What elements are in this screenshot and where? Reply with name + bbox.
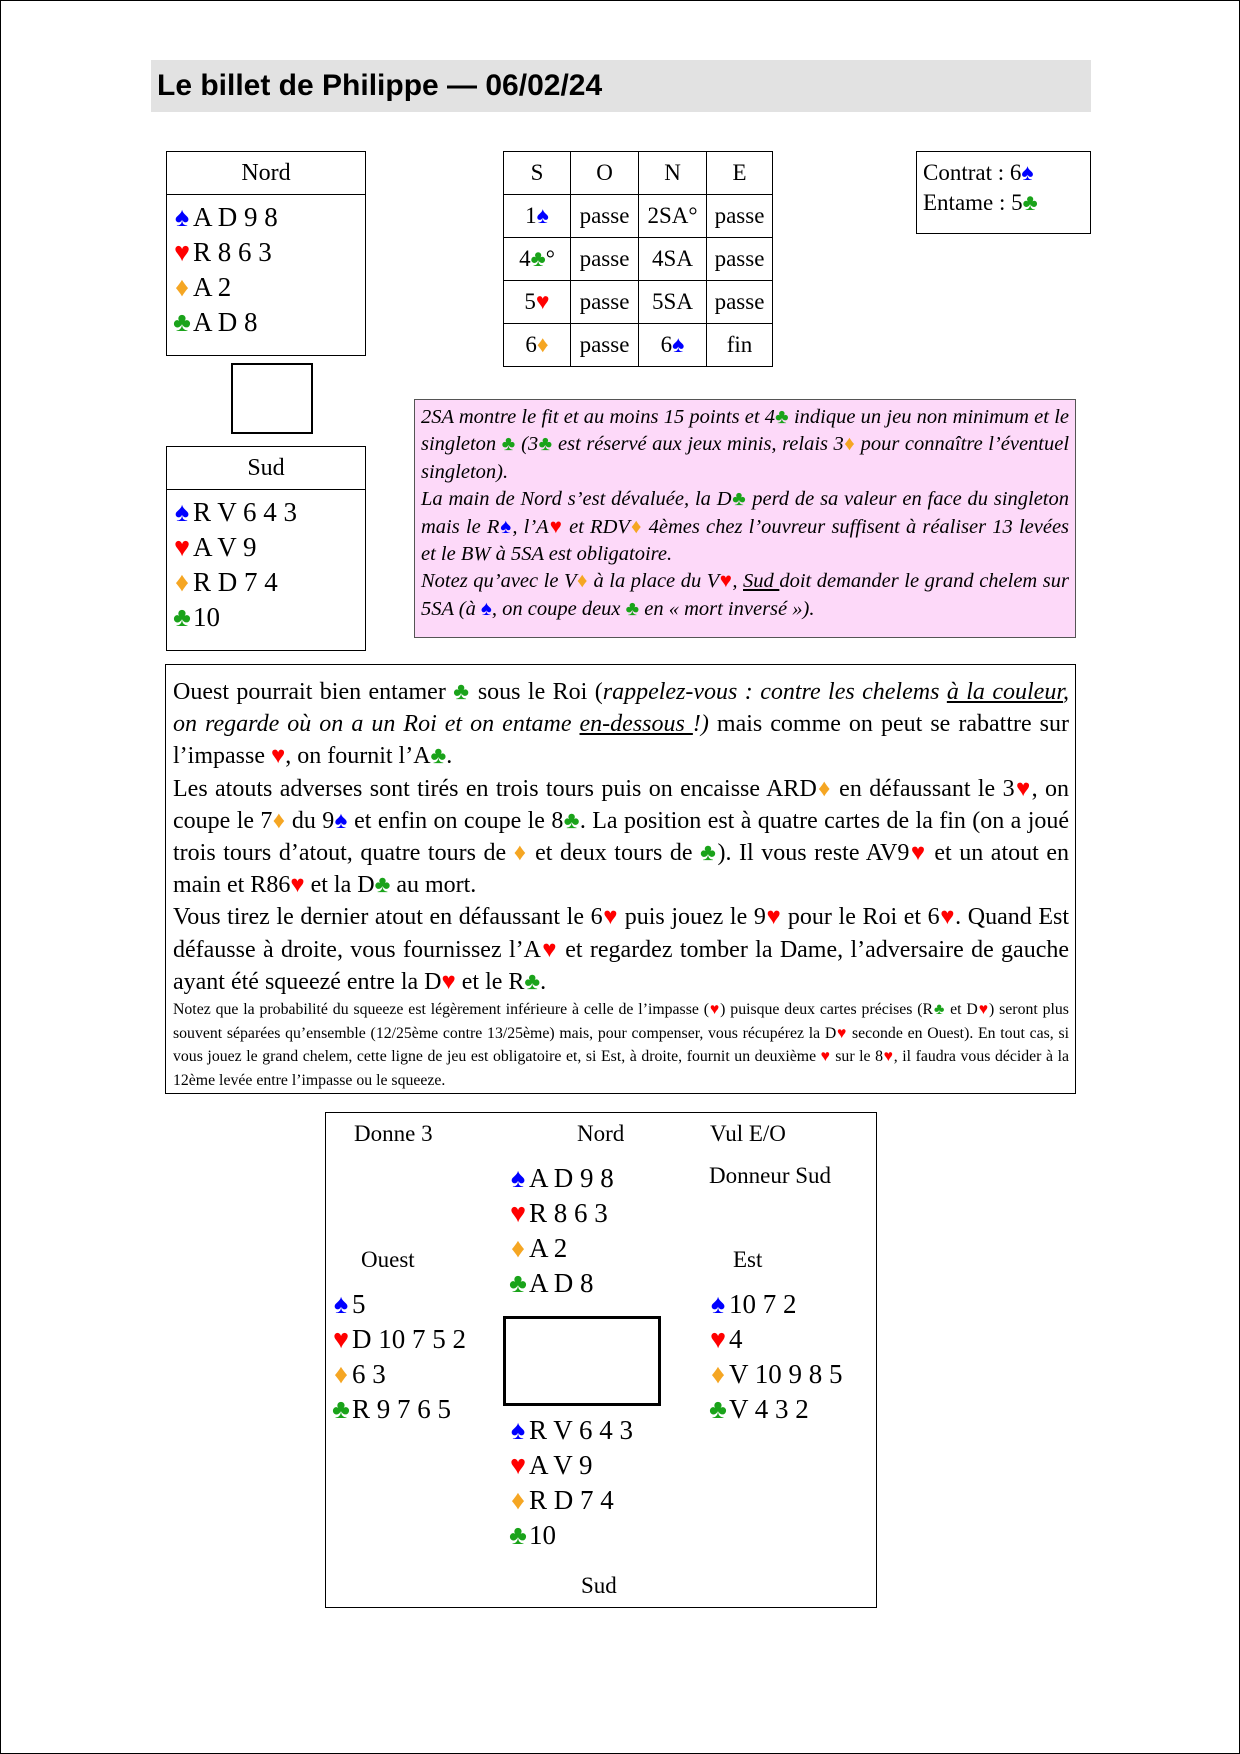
bid-cell: 2SA° — [639, 195, 707, 238]
spade-icon: ♠ — [174, 497, 190, 527]
club-icon: ♣ — [509, 1268, 527, 1298]
club-icon: ♣ — [530, 246, 546, 271]
club-icon: ♣ — [332, 1394, 350, 1424]
club-icon: ♣ — [173, 307, 191, 337]
heart-icon: ♥ — [883, 1048, 894, 1066]
contract-line — [923, 158, 1090, 188]
heart-icon: ♥ — [765, 904, 782, 931]
heart-icon: ♥ — [441, 968, 456, 995]
comment-paragraph: 2SA montre le fit et au moins 15 points et 4♣ indique un jeu non minimum et le singleton ♣ (3♣ est réservé aux jeux minis, relais 3♦ pour connaître l’éventuel singleton). — [421, 406, 1070, 483]
deal-south-hand — [507, 1413, 633, 1553]
spade-icon: ♠ — [480, 597, 492, 620]
deal-west-diamonds: ♦ 6 3 — [330, 1357, 466, 1392]
bidding-header: S — [504, 152, 571, 195]
club-icon: ♣ — [1022, 190, 1038, 215]
bid-cell: passe — [571, 324, 639, 367]
bidding-header-row — [504, 152, 773, 195]
north-spades-line — [167, 200, 365, 235]
bid-cell: 4♣° — [504, 238, 571, 281]
heart-icon: ♥ — [820, 1048, 831, 1066]
bidding-row — [504, 238, 773, 281]
heart-icon: ♥ — [836, 1024, 848, 1042]
south-diamonds-line — [167, 565, 365, 600]
heart-icon: ♥ — [719, 570, 733, 593]
deal-west-clubs: ♣R 9 7 6 5 — [330, 1392, 466, 1427]
heart-icon: ♥ — [173, 237, 191, 267]
deal-north-clubs: ♣A D 8 — [507, 1266, 614, 1301]
contract-box — [916, 151, 1091, 234]
south-diamonds: R D 7 4 — [193, 567, 278, 597]
south-hand-label: Sud — [167, 447, 365, 490]
club-icon: ♣ — [933, 1001, 946, 1019]
deal-number: Donne 3 — [354, 1121, 433, 1146]
bidding-comment — [414, 399, 1076, 638]
deal-south-spades: ♠ R V 6 4 3 — [507, 1413, 633, 1448]
bid-cell: passe — [707, 281, 773, 324]
bid-cell: passe — [571, 195, 639, 238]
bid-cell: passe — [571, 281, 639, 324]
analysis-paragraph: Vous tirez le dernier atout en défaussant le 6♥ puis jouez le 9♥ pour le Roi et 6♥. Quand Est défausse à droite, vous fournissez l’A♥ et regardez tomber la Dame, l’adversaire de gauche ayant été squeezé entre la D♥ et le R♣. — [173, 904, 1070, 995]
deal-south-hearts: ♥ A V 9 — [507, 1448, 633, 1483]
heart-icon: ♥ — [548, 515, 563, 538]
deal-east-label: Est — [733, 1247, 763, 1272]
club-icon: ♣ — [501, 433, 516, 456]
diamond-icon: ♦ — [843, 433, 856, 456]
bidding-table — [503, 151, 773, 367]
club-icon: ♣ — [430, 743, 447, 770]
north-clubs-line — [167, 305, 365, 340]
heart-icon: ♥ — [535, 289, 550, 314]
deal-west-spades: ♠ 5 — [330, 1287, 466, 1322]
spade-icon: ♠ — [510, 1163, 526, 1193]
deal-west-hand — [330, 1287, 466, 1427]
deal-south-clubs: ♣10 — [507, 1518, 633, 1553]
south-clubs: 10 — [193, 602, 220, 632]
diamond-icon: ♦ — [711, 1359, 725, 1389]
deal-east-clubs: ♣V 4 3 2 — [707, 1392, 843, 1427]
heart-icon: ♥ — [939, 904, 956, 931]
deal-east-spades: ♠ 10 7 2 — [707, 1287, 843, 1322]
heart-icon: ♥ — [709, 1324, 727, 1354]
comment-paragraph: La main de Nord s’est dévaluée, la D♣ perd de sa valeur en face du singleton mais le R♠, l’A♥ et RDV♦ 4èmes chez l’ouvreur suffisent à réaliser 13 levées et le BW à 5SA est obligatoire. — [421, 488, 1070, 566]
north-spades: A D 9 8 — [193, 202, 278, 232]
analysis-paragraph: Ouest pourrait bien entamer ♣ sous le Roi (rappelez-vous : contre les chelems à la couleur, on regarde où on a un Roi et on entame en-dessous !) mais comme on peut se rabattre sur l’impasse ♥, on fournit l’A♣. — [173, 679, 1069, 770]
heart-icon: ♥ — [602, 904, 619, 931]
north-diamonds: A 2 — [193, 272, 232, 302]
bid-cell: 5SA — [639, 281, 707, 324]
diamond-icon: ♦ — [816, 775, 832, 802]
heart-icon: ♥ — [173, 532, 191, 562]
bidding-header: O — [571, 152, 639, 195]
north-clubs: A D 8 — [193, 307, 258, 337]
bid-cell: 5♥ — [504, 281, 571, 324]
bidding-header: E — [707, 152, 773, 195]
north-hearts-line — [167, 235, 365, 270]
deal-table-square — [503, 1316, 661, 1406]
analysis-note: Notez que la probabilité du squeeze est légèrement inférieure à celle de l’impasse (♥) puisque deux cartes précises (R♣ et D♥) seront plus souvent séparées qu’ensemble (12/25ème contre 13/25ème) mais, pour compenser, vous récupérez la D♥ seconde en Ouest). En tout cas, si vous jouez le grand chelem, cette ligne de jeu est obligatoire et, si Est, à droite, fournit un deuxième ♥ sur le 8♥, il faudra vous décider à la 12ème levée entre l’impasse ou le squeeze. — [173, 1001, 1070, 1089]
deal-south-label: Sud — [581, 1573, 617, 1598]
diamond-icon: ♦ — [536, 332, 549, 357]
diamond-icon: ♦ — [511, 1485, 525, 1515]
heart-icon: ♥ — [509, 1198, 527, 1228]
club-icon: ♣ — [509, 1520, 527, 1550]
title-bar — [151, 60, 1091, 112]
spade-icon: ♠ — [1021, 160, 1034, 185]
south-hand-box — [166, 446, 366, 651]
deal-east-hearts: ♥ 4 — [707, 1322, 843, 1357]
club-icon: ♣ — [374, 872, 391, 899]
club-icon: ♣ — [453, 679, 471, 705]
heart-icon: ♥ — [540, 936, 558, 963]
club-icon: ♣ — [700, 840, 718, 867]
diamond-icon: ♦ — [511, 1233, 525, 1263]
bid-cell: passe — [707, 195, 773, 238]
table-square — [231, 363, 313, 434]
diamond-icon: ♦ — [576, 570, 588, 593]
bidding-row — [504, 281, 773, 324]
deal-north-label: Nord — [577, 1121, 625, 1146]
spade-icon: ♠ — [510, 1415, 526, 1445]
diamond-icon: ♦ — [334, 1359, 348, 1389]
spade-icon: ♠ — [174, 202, 190, 232]
spade-icon: ♠ — [536, 203, 549, 228]
deal-east-diamonds: ♦ V 10 9 8 5 — [707, 1357, 843, 1392]
deal-east-hand — [707, 1287, 843, 1427]
spade-icon: ♠ — [499, 515, 513, 538]
spade-icon: ♠ — [334, 807, 348, 834]
bid-cell: passe — [707, 238, 773, 281]
south-hearts: A V 9 — [193, 532, 257, 562]
club-icon: ♣ — [709, 1394, 727, 1424]
bidding-header: N — [639, 152, 707, 195]
diamond-icon: ♦ — [629, 515, 643, 538]
heart-icon: ♥ — [708, 1001, 721, 1019]
bid-cell: passe — [571, 238, 639, 281]
club-icon: ♣ — [775, 406, 789, 428]
deal-north-diamonds: ♦ A 2 — [507, 1231, 614, 1266]
deal-west-hearts: ♥ D 10 7 5 2 — [330, 1322, 466, 1357]
south-hearts-line — [167, 530, 365, 565]
bid-cell: 6♠ — [639, 324, 707, 367]
contract-text: Contrat : 6 — [923, 160, 1022, 185]
bid-cell: 6♦ — [504, 324, 571, 367]
north-hearts: R 8 6 3 — [193, 237, 272, 267]
deal-north-hearts: ♥ R 8 6 3 — [507, 1196, 614, 1231]
heart-icon: ♥ — [1014, 775, 1032, 802]
heart-icon: ♥ — [909, 840, 927, 867]
page-title: Le billet de Philippe — 06/02/24 — [157, 69, 603, 102]
deal-south-diamonds: ♦ R D 7 4 — [507, 1483, 633, 1518]
comment-paragraph: Notez qu’avec le V♦ à la place du V♥, Sud doit demander le grand chelem sur 5SA (à ♠, on coupe deux ♣ en « mort inversé »). — [421, 570, 1070, 620]
club-icon: ♣ — [625, 597, 640, 620]
diamond-icon: ♦ — [175, 272, 189, 302]
lead-line — [923, 188, 1090, 218]
club-icon: ♣ — [524, 968, 541, 995]
club-icon: ♣ — [173, 602, 191, 632]
heart-icon: ♥ — [977, 1001, 990, 1019]
heart-icon: ♥ — [290, 872, 305, 899]
deal-north-spades: ♠ A D 9 8 — [507, 1161, 614, 1196]
diamond-icon: ♦ — [513, 840, 528, 867]
deal-west-label: Ouest — [361, 1247, 415, 1272]
bid-cell: 1♠ — [504, 195, 571, 238]
deal-dealer: Donneur Sud — [709, 1163, 832, 1188]
spade-icon: ♠ — [672, 332, 685, 357]
club-icon: ♣ — [538, 433, 553, 456]
south-clubs-line — [167, 600, 365, 635]
north-hand-label: Nord — [167, 152, 365, 195]
analysis-paragraph: Les atouts adverses sont tirés en trois tours puis on encaisse ARD♦ en défaussant le 3♥, on coupe le 7♦ du 9♠ et enfin on coupe le 8♣. La position est à quatre cartes de la fin (on a joué trois tours d’atout, quatre tours de ♦ et deux tours de ♣). Il vous reste AV9♥ et un atout en main et R86♥ et la D♣ au mort. — [173, 775, 1070, 899]
bid-cell: 4SA — [639, 238, 707, 281]
deal-vulnerability: Vul E/O — [710, 1121, 786, 1146]
heart-icon: ♥ — [509, 1450, 527, 1480]
deal-north-hand — [507, 1161, 614, 1301]
north-hand-box — [166, 151, 366, 356]
diamond-icon: ♦ — [175, 567, 189, 597]
spade-icon: ♠ — [710, 1289, 726, 1319]
heart-icon: ♥ — [270, 743, 286, 770]
north-diamonds-line — [167, 270, 365, 305]
diamond-icon: ♦ — [272, 807, 286, 834]
deal-diagram — [325, 1112, 877, 1608]
spade-icon: ♠ — [333, 1289, 349, 1319]
lead-text: Entame : 5 — [923, 190, 1023, 215]
heart-icon: ♥ — [332, 1324, 350, 1354]
club-icon: ♣ — [731, 488, 747, 511]
bidding-row — [504, 324, 773, 367]
analysis-box — [165, 664, 1076, 1094]
bid-cell: fin — [707, 324, 773, 367]
south-spades-line — [167, 495, 365, 530]
club-icon: ♣ — [563, 807, 580, 834]
south-spades: R V 6 4 3 — [193, 497, 298, 527]
bidding-row — [504, 195, 773, 238]
